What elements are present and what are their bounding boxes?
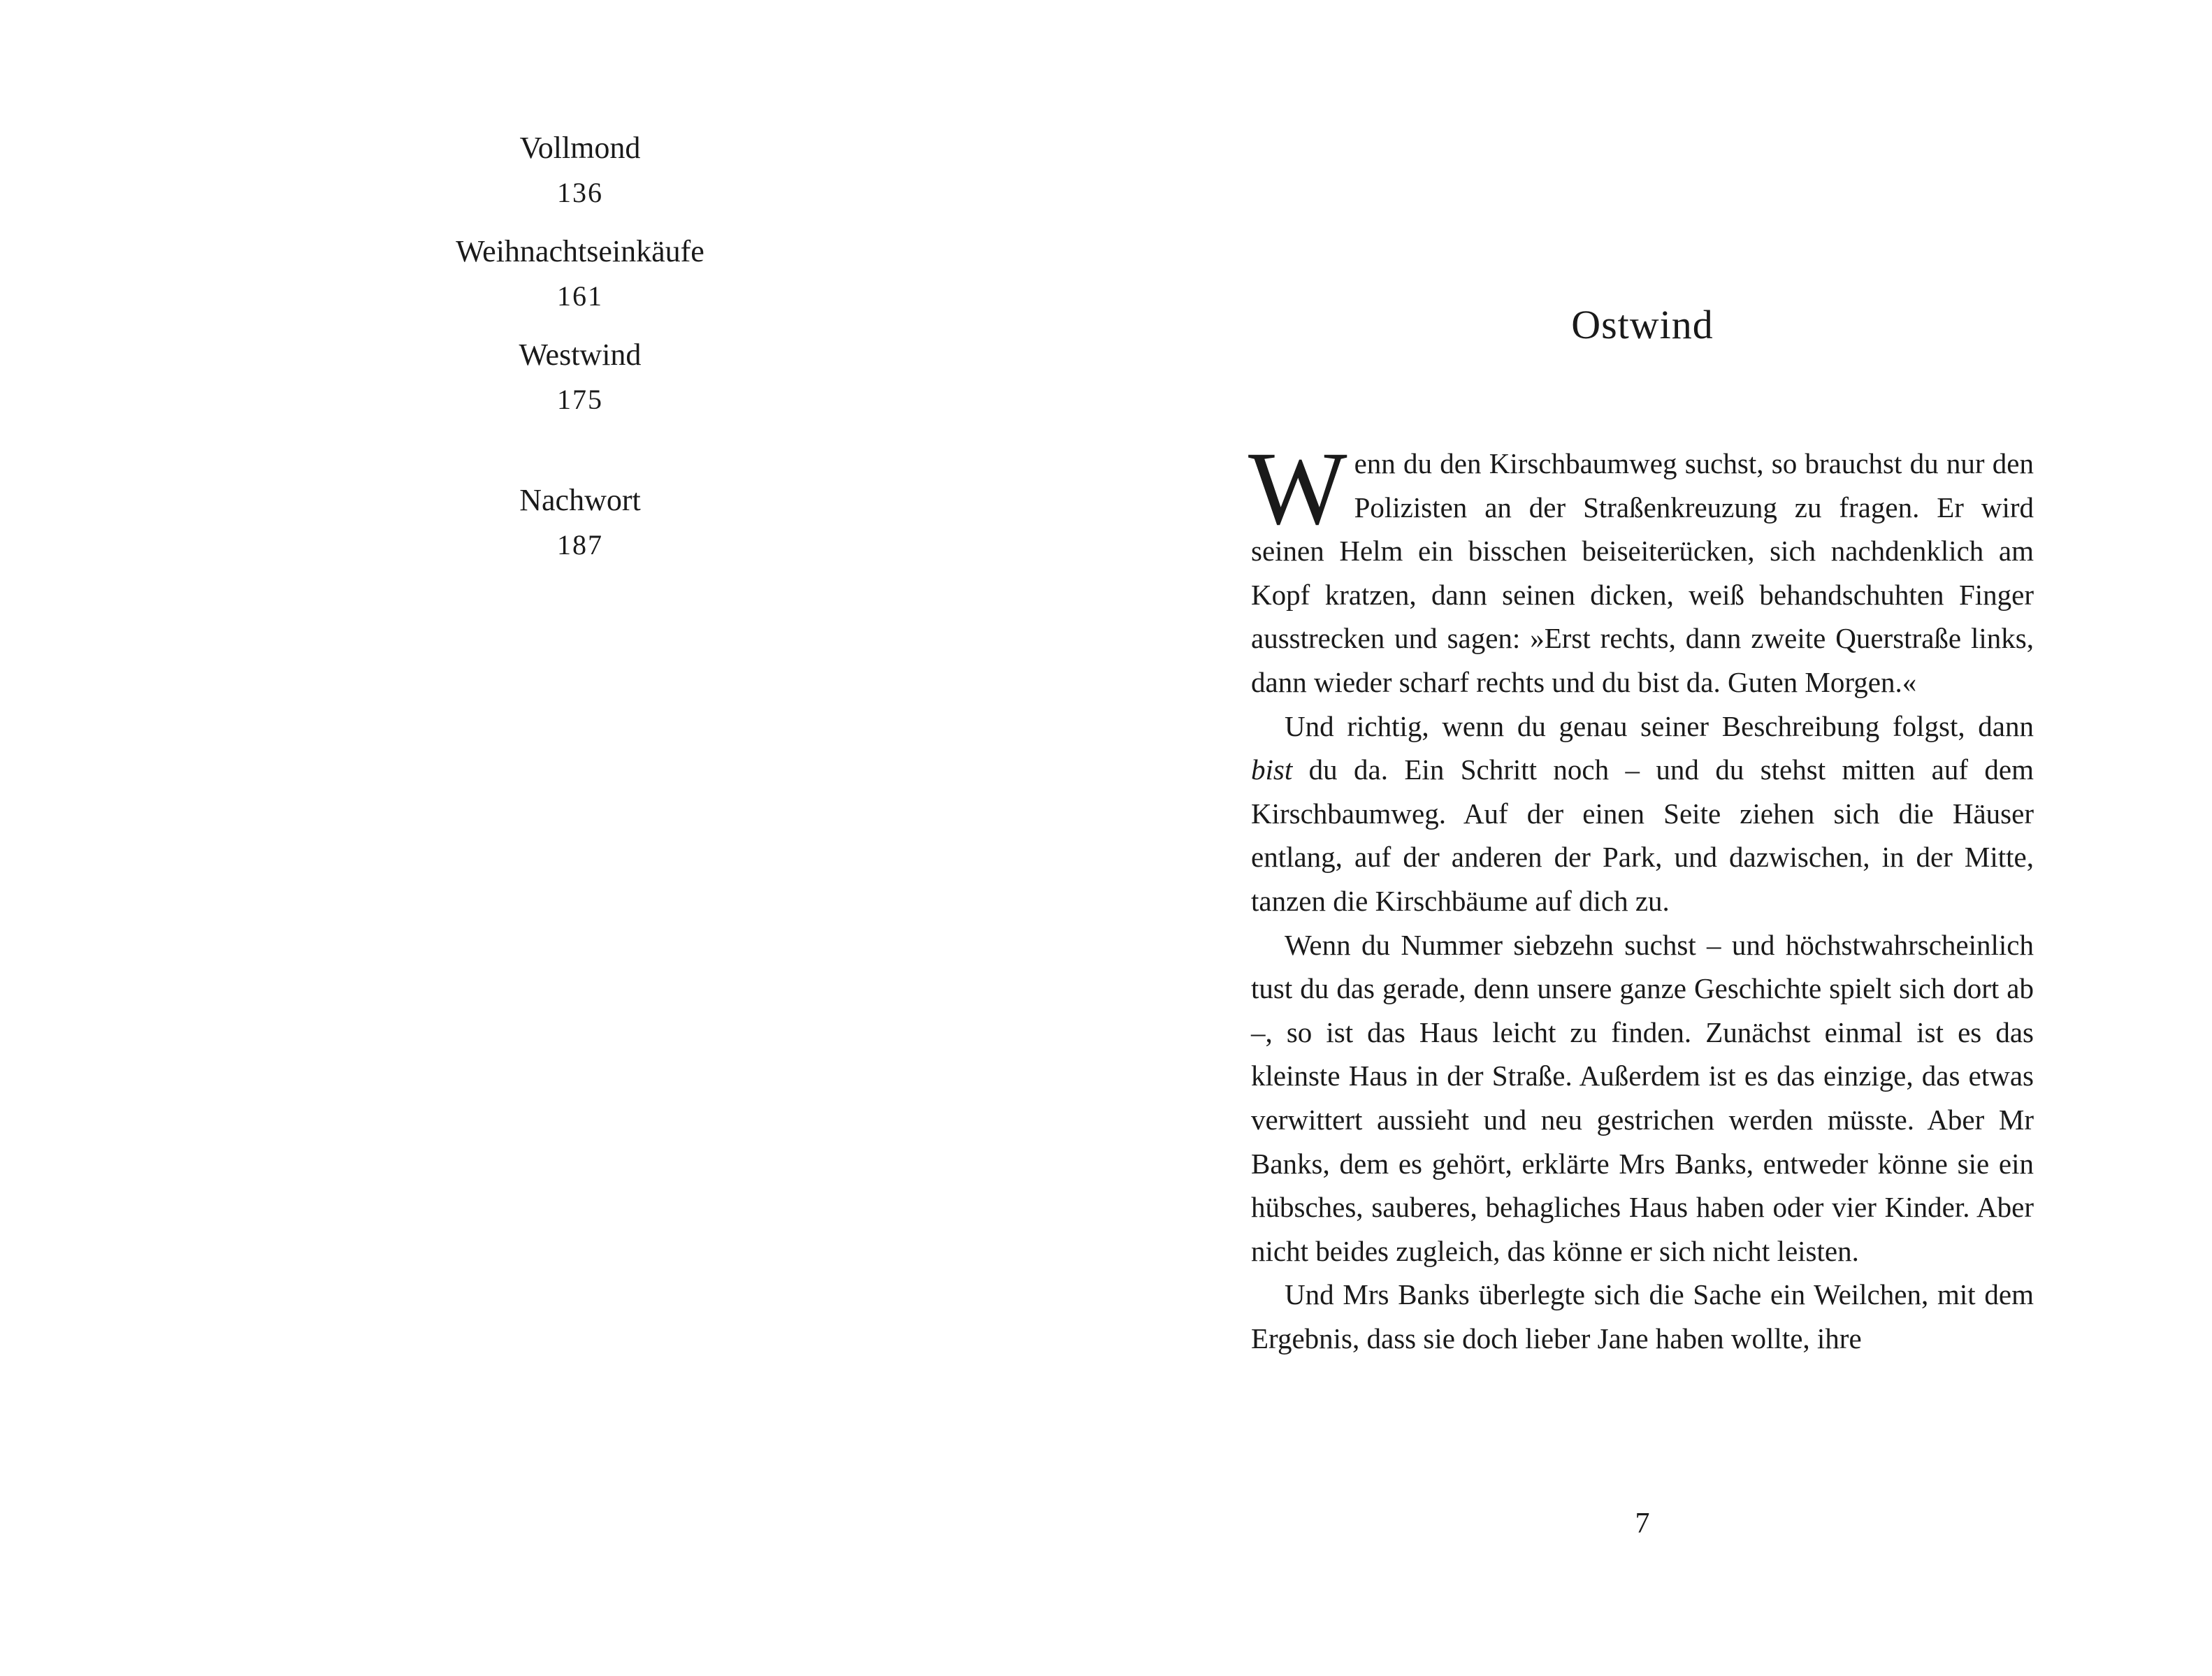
toc-entry: [370, 126, 790, 215]
paragraph: [1251, 705, 2034, 923]
toc-entry-page: 187: [557, 529, 603, 561]
paragraph-text: du da. Ein Schritt noch – und du stehst mitten auf dem Kirschbaumweg. Auf der einen Seite ziehen sich die Häuser entlang, auf der anderen der Park, und dazwischen, in der Mitte, tanzen die Kirschbäume auf dich zu.: [1251, 753, 2034, 917]
paragraph: [1251, 1273, 2034, 1360]
emphasized-word: bist: [1251, 753, 1293, 786]
chapter-title: Ostwind: [1571, 302, 1714, 347]
toc-entry-title: Westwind: [519, 338, 642, 372]
toc-entry-page: 175: [557, 384, 603, 415]
page-number: 7: [1635, 1508, 1650, 1540]
toc-entry-page: 161: [557, 280, 603, 312]
chapter-body: [1248, 431, 2034, 1360]
paragraph: [1248, 431, 2034, 705]
paragraph-text: enn du den Kirschbaumweg suchst, so brauchst du nur den Polizisten an der Straßenkreuzung zu fragen. Er wird seinen Helm ein bisschen beiseiterücken, sich nachdenklich am Kopf kratzen, dann seinen dicken, weiß behandschuhten Finger ausstrecken und sagen: »Erst rechts, dann zweite Querstraße links, dann wieder scharf rechts und du bist da. Guten Morgen.«: [1251, 447, 2034, 698]
toc-entry-title: Weihnachtseinkäufe: [456, 234, 704, 268]
table-of-contents: [370, 126, 790, 568]
paragraph-text: Und Mrs Banks überlegte sich die Sache ein Weilchen, mit dem Ergebnis, dass sie doch lieber Jane haben wollte, ihre: [1251, 1278, 2034, 1354]
toc-entry-title: Vollmond: [519, 131, 641, 165]
toc-entry-title: Nachwort: [519, 483, 641, 517]
toc-entry: [370, 478, 790, 568]
toc-entry: [370, 333, 790, 422]
drop-cap: W: [1248, 431, 1347, 547]
paragraph-text: Und richtig, wenn du genau seiner Beschreibung folgst, dann: [1285, 709, 2034, 742]
toc-entry: [370, 229, 790, 319]
paragraph-text: Wenn du Nummer siebzehn suchst – und höchstwahrscheinlich tust du das gerade, denn unsere ganze Geschichte spielt sich dort ab –, so ist das Haus leicht zu finden. Zunächst einmal ist es das kleinste Haus in der Straße. Außerdem ist es das einzige, das etwas verwittert aussieht und neu gestrichen werden müsste. Aber Mr Banks, dem es gehört, erklärte Mrs Banks, entweder könne sie ein hübsches, sauberes, behagliches Haus haben oder vier Kinder. Aber nicht beides zugleich, das könne er sich nicht leisten.: [1251, 928, 2034, 1267]
paragraph: [1251, 923, 2034, 1273]
toc-entry-page: 136: [557, 177, 603, 208]
